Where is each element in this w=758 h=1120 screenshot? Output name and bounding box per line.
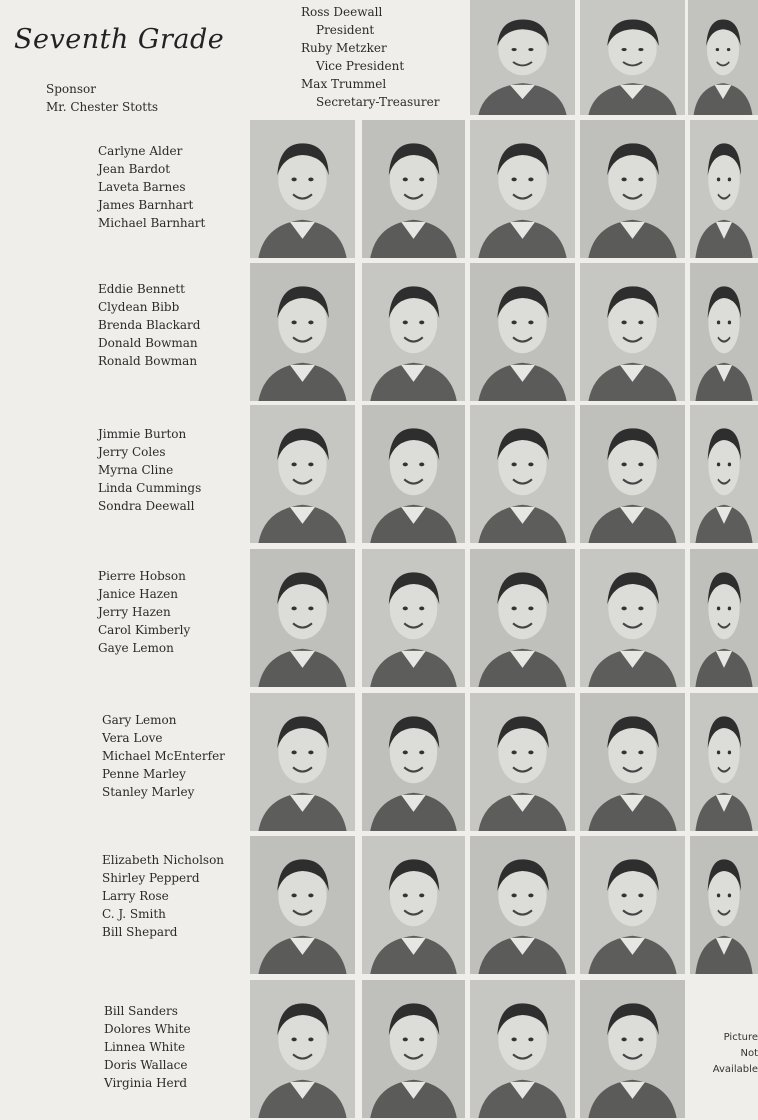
student-name: Ronald Bowman bbox=[98, 354, 198, 368]
student-portrait bbox=[580, 263, 685, 401]
student-name: Clydean Bibb bbox=[98, 300, 180, 314]
student-name-list bbox=[98, 425, 201, 515]
student-name: Janice Hazen bbox=[98, 587, 178, 601]
student-name: Brenda Blackard bbox=[98, 318, 201, 332]
student-name: Gary Lemon bbox=[102, 713, 177, 727]
student-portrait bbox=[580, 405, 685, 543]
not-available-line: Not bbox=[740, 1048, 758, 1059]
student-portrait bbox=[470, 120, 575, 258]
sponsor-label: Sponsor bbox=[46, 82, 96, 96]
student-portrait bbox=[580, 549, 685, 687]
student-name: Vera Love bbox=[102, 731, 163, 745]
student-name: James Barnhart bbox=[98, 198, 194, 212]
student-name: Gaye Lemon bbox=[98, 641, 174, 655]
student-portrait bbox=[580, 836, 685, 974]
officer-role: Vice President bbox=[316, 59, 405, 73]
student-name: Shirley Pepperd bbox=[102, 871, 200, 885]
student-portrait bbox=[470, 836, 575, 974]
student-name-list bbox=[98, 280, 200, 370]
student-portrait bbox=[470, 980, 575, 1118]
student-portrait bbox=[362, 405, 465, 543]
student-name-list bbox=[104, 1002, 191, 1092]
sponsor-block bbox=[46, 80, 158, 116]
student-portrait bbox=[470, 405, 575, 543]
student-name: Michael Barnhart bbox=[98, 216, 206, 230]
student-name-list bbox=[102, 851, 224, 941]
student-name: Linnea White bbox=[104, 1040, 186, 1054]
student-name: Doris Wallace bbox=[104, 1058, 188, 1072]
student-portrait bbox=[250, 405, 355, 543]
student-name: Myrna Cline bbox=[98, 463, 174, 477]
student-name: Jean Bardot bbox=[98, 162, 171, 176]
student-name-list bbox=[98, 567, 190, 657]
sponsor-name: Mr. Chester Stotts bbox=[46, 100, 159, 114]
student-portrait bbox=[250, 120, 355, 258]
student-portrait bbox=[362, 836, 465, 974]
student-portrait bbox=[580, 693, 685, 831]
not-available-line: Available bbox=[712, 1064, 758, 1075]
officer-role: President bbox=[316, 23, 375, 37]
student-portrait bbox=[470, 0, 575, 115]
student-name-list bbox=[102, 711, 225, 801]
officer-name: Ross Deewall bbox=[301, 5, 383, 19]
student-portrait bbox=[362, 693, 465, 831]
student-portrait bbox=[470, 693, 575, 831]
student-portrait bbox=[250, 549, 355, 687]
student-name: Michael McEnterfer bbox=[102, 749, 225, 763]
student-portrait bbox=[688, 0, 758, 115]
student-portrait bbox=[250, 263, 355, 401]
student-portrait bbox=[580, 980, 685, 1118]
student-portrait bbox=[362, 980, 465, 1118]
student-portrait bbox=[690, 120, 758, 258]
student-name: Bill Sanders bbox=[104, 1004, 178, 1018]
student-portrait bbox=[250, 980, 355, 1118]
student-portrait bbox=[690, 693, 758, 831]
student-name: Elizabeth Nicholson bbox=[102, 853, 225, 867]
student-portrait bbox=[250, 693, 355, 831]
student-portrait bbox=[250, 836, 355, 974]
student-portrait bbox=[362, 120, 465, 258]
student-portrait bbox=[690, 549, 758, 687]
page-title: Seventh Grade bbox=[14, 24, 225, 55]
officer-role: Secretary-Treasurer bbox=[316, 95, 440, 109]
student-portrait bbox=[362, 263, 465, 401]
student-name: Virginia Herd bbox=[104, 1076, 188, 1090]
student-portrait bbox=[690, 836, 758, 974]
student-name: Laveta Barnes bbox=[98, 180, 186, 194]
student-name-list bbox=[98, 142, 205, 232]
officer-name: Ruby Metzker bbox=[301, 41, 387, 55]
student-name: Linda Cummings bbox=[98, 481, 202, 495]
student-portrait bbox=[470, 549, 575, 687]
student-portrait bbox=[580, 120, 685, 258]
student-name: Jerry Coles bbox=[98, 445, 166, 459]
student-name: Jerry Hazen bbox=[98, 605, 171, 619]
picture-not-available bbox=[693, 982, 758, 1120]
student-portrait bbox=[690, 263, 758, 401]
student-name: Jimmie Burton bbox=[98, 427, 187, 441]
student-name: Bill Shepard bbox=[102, 925, 178, 939]
student-portrait bbox=[690, 405, 758, 543]
student-name: Dolores White bbox=[104, 1022, 191, 1036]
student-portrait bbox=[580, 0, 685, 115]
student-portrait bbox=[362, 549, 465, 687]
student-name: Donald Bowman bbox=[98, 336, 198, 350]
student-name: Carlyne Alder bbox=[98, 144, 183, 158]
student-name: Penne Marley bbox=[102, 767, 186, 781]
student-name: C. J. Smith bbox=[102, 907, 166, 921]
officers-list bbox=[301, 3, 439, 111]
student-name: Sondra Deewall bbox=[98, 499, 195, 513]
officer-name: Max Trummel bbox=[301, 77, 387, 91]
student-name: Larry Rose bbox=[102, 889, 169, 903]
student-name: Stanley Marley bbox=[102, 785, 195, 799]
not-available-line: Picture bbox=[723, 1032, 758, 1043]
student-name: Pierre Hobson bbox=[98, 569, 186, 583]
student-portrait bbox=[470, 263, 575, 401]
student-name: Carol Kimberly bbox=[98, 623, 191, 637]
student-name: Eddie Bennett bbox=[98, 282, 185, 296]
